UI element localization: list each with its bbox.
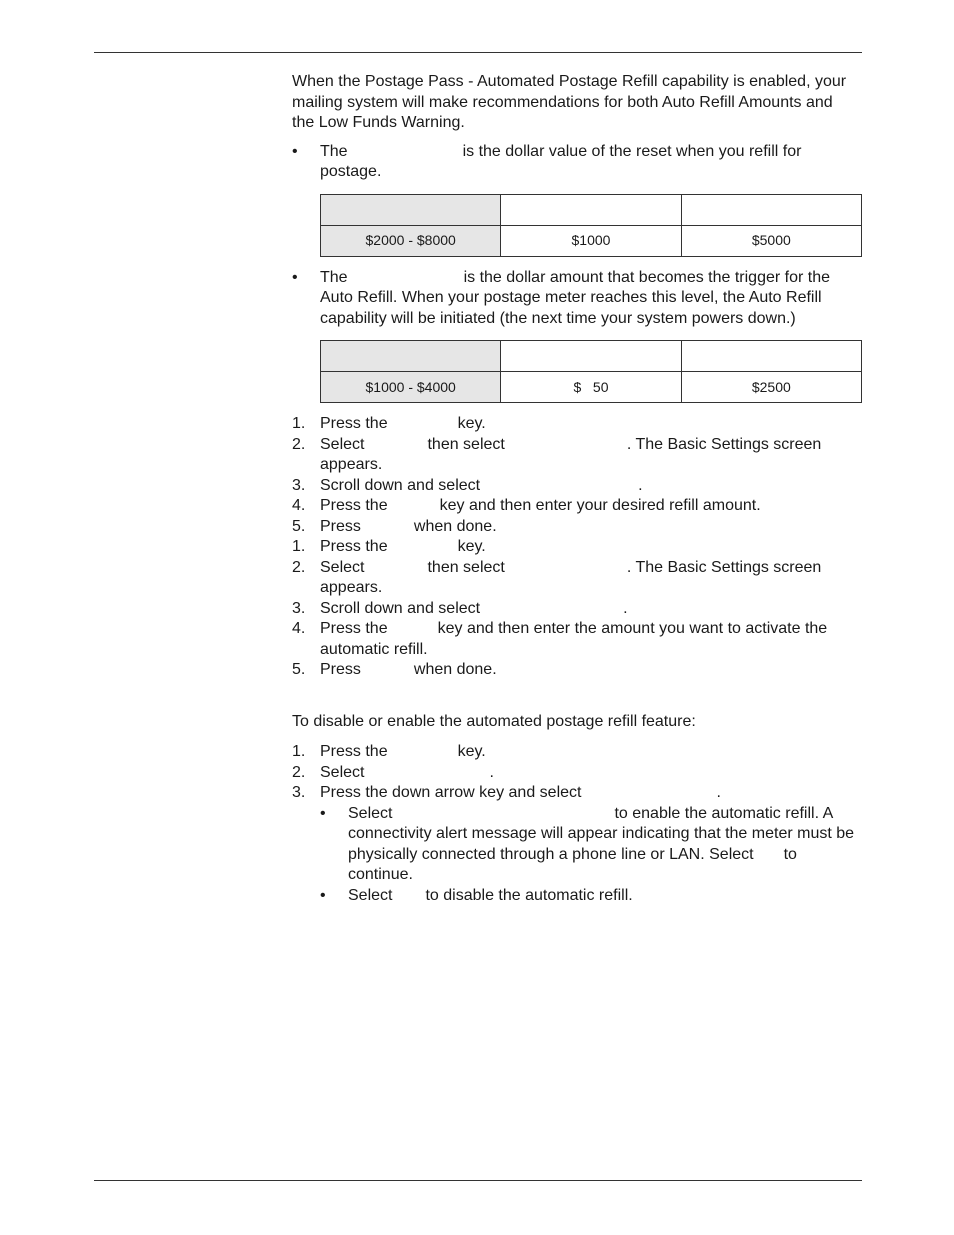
table-cell-range: $2000 - $8000 [321, 225, 501, 256]
bullet-text-end: is the dollar amount that becomes the trigger for the Auto Refill. When your postage meter reaches this level, the Auto Refill capability will be initiated (the next time your system powers down.) [320, 268, 830, 327]
table-cell-minimum: $1000 [501, 225, 681, 256]
low-funds-steps [292, 537, 858, 681]
table-header-row [321, 341, 862, 372]
step-item: 3. Scroll down and select . [292, 476, 643, 494]
disable-steps [292, 742, 858, 804]
bullet-mark: • [292, 268, 298, 286]
step-item: 2. Select . [292, 763, 494, 781]
low-funds-table [320, 340, 862, 403]
table-header-cell [681, 194, 861, 225]
enable-sub-bullet: • Select to enable the automatic refill. A connectivity alert message will appear indicating that the meter must be physically connected through a phone line or LAN. Select to continue. [320, 804, 855, 883]
bullet-text-end: is the dollar value of the reset when you refill for postage. [320, 142, 802, 180]
table-header-cell [321, 341, 501, 372]
table-header-cell [681, 341, 861, 372]
step-item: 1. Press the key. [292, 743, 486, 760]
disable-intro: To disable or enable the automated postage refill feature: [292, 712, 696, 730]
step-item: 2. Select then select . The Basic Settings screen appears. [292, 558, 822, 596]
disable-sub-bullet: • Select to disable the automatic refill. [292, 886, 858, 907]
table-header-row [321, 194, 862, 225]
bullet-text-start: The [320, 268, 348, 286]
bullet-text-start: The [320, 142, 348, 160]
table-row [321, 225, 862, 256]
bullet-mark: • [320, 886, 326, 904]
table-row [321, 372, 862, 403]
page-content [292, 72, 858, 906]
step-item: 2. Select then select . The Basic Settings screen appears. [292, 435, 822, 473]
table-header-cell [501, 341, 681, 372]
step-item: 5. Press when done. [292, 661, 497, 678]
step-item: 1. Press the key. [292, 538, 486, 555]
refill-amount-bullet [292, 142, 858, 183]
refill-amount-table [320, 194, 862, 257]
step-item: 3. Scroll down and select . [292, 599, 628, 617]
step-item: 5. Press when done. [292, 517, 497, 535]
table-cell-minimum: $ 50 [501, 372, 681, 403]
low-funds-bullet [292, 268, 858, 330]
table-header-cell [501, 194, 681, 225]
step-item: 4. Press the key and then enter your desired refill amount. [292, 497, 761, 514]
table-cell-recommended: $2500 [681, 372, 861, 403]
refill-amount-steps [292, 414, 858, 537]
bullet-mark: • [320, 804, 326, 822]
step-item: 1. Press the key. [292, 415, 486, 432]
table-cell-recommended: $5000 [681, 225, 861, 256]
footer-rule [94, 1180, 862, 1181]
step-item: 3. Press the down arrow key and select . [292, 784, 721, 801]
intro-paragraph: When the Postage Pass - Automated Postage Refill capability is enabled, your mailing system will make recommendations for both Auto Refill Amounts and the Low Funds Warning. [292, 73, 847, 131]
bullet-mark: • [292, 142, 298, 160]
table-header-cell [321, 194, 501, 225]
step-item: 4. Press the key and then enter the amount you want to activate the automatic refill. [292, 620, 828, 658]
header-rule [94, 52, 862, 53]
table-cell-range: $1000 - $4000 [321, 372, 501, 403]
